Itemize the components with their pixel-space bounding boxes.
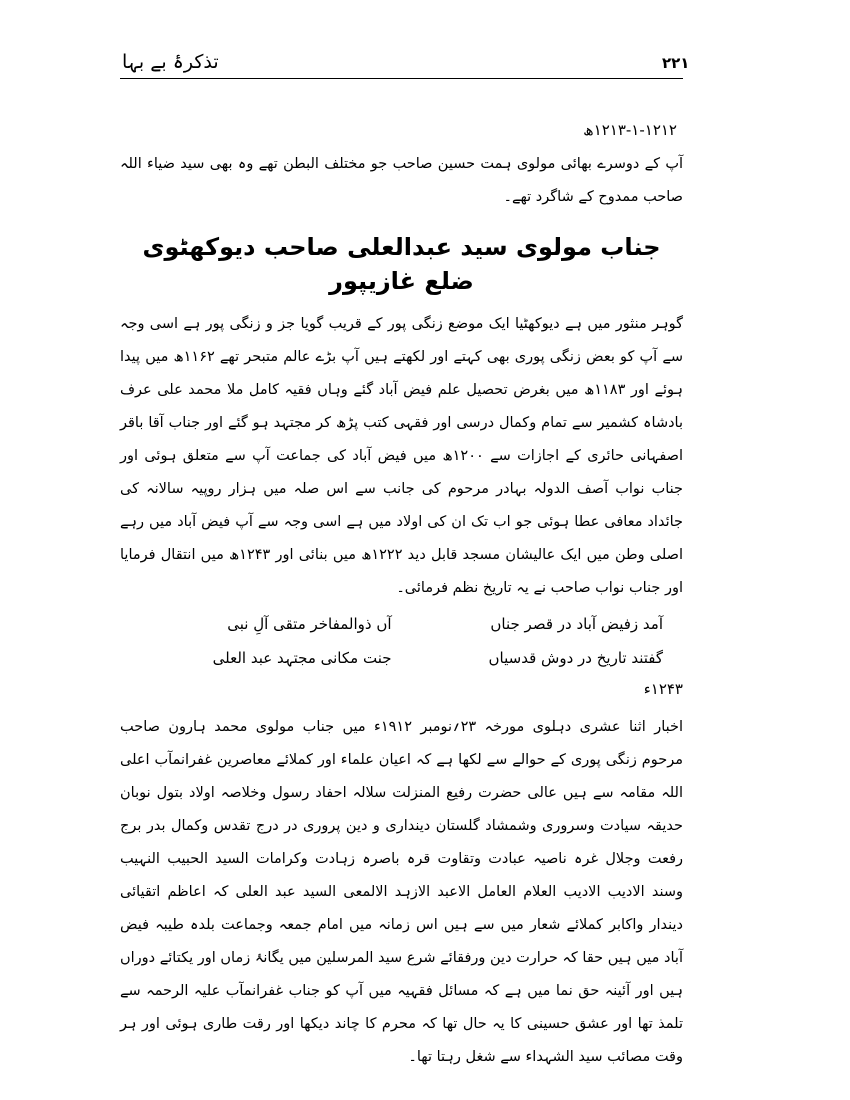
page-number: ۲۲۱ (662, 54, 690, 72)
paragraph-1: آپ کے دوسرے بھائی مولوی ہمت حسین صاحب جو مختلف البطن تھے وہ بھی سید ضیاء اللہ صاحب ممدوح کے شاگرد تھے۔ (120, 156, 683, 205)
paragraph-3: اخبار اثنا عشری دہلوی مورخہ ۲۳؍نومبر ۱۹۱۲ء میں جناب مولوی محمد ہارون صاحب مرحوم زنگی پوری کے حوالے سے لکھا ہے کہ اعیان علماء اور کملائے معاصرین غفرانمآب اعلی اللہ مقامہ سے ہیں عالی حضرت رفیع المنزلت سلالہ احفاد رسول وخلاصہ اولاد بتول نوبان حدیقہ سیادت وسروری وشمشاد گلستان دینداری و دین پروری در درج تقدس وکمال بدر برج رفعت وجلال غرہ ناصیہ عبادت وتقاوت قرہ باصرہ زہادت وکرامات السید الحبیب النہیب وسند الادیب الادیب العلام العامل الاعبد الازہد الالمعی السید عبد العلی کہ اعاظم اتقیائی دیندار واکابر کملائے شعار میں سے ہیں اس زمانہ میں امام جمعہ وجماعت بلدہ طیبہ فیض آباد میں ہیں حقا کہ حرارت دین ورفقائے شرع سید المرسلین میں یگانۂ زماں اور یکتائے دوراں ہیں اور آئینہ حق نما میں ہے کہ مسائل فقہیہ میں آپ کو جناب غفرانمآب علیہ الرحمہ سے تلمذ تھا اور عشق حسینی کا یہ حال تھا کہ محرم کا چاند دیکھا اور رقت طاری ہوئی اور ہر وقت مصائب سید الشہداء سے شغل رہتا تھا۔ (120, 719, 683, 1065)
verse-line-1-b: آں ذوالمفاخر متقی آلِ نبی (227, 615, 392, 633)
section-heading: جناب مولوی سید عبدالعلی صاحب دیوکھٹوی ضلع غازیپور (142, 233, 661, 295)
verse-line-1-a: آمد زفیض آباد در قصر جناں (490, 615, 663, 633)
verse-year: ۱۲۴۳ء (643, 680, 683, 698)
verse-line-2-a: گفتند تاریخ در دوش قدسیاں (488, 649, 663, 667)
verse-line-2-b: جنت مکانی مجتہد عبد العلی (212, 649, 392, 667)
book-title: تذکرۂ بے بہا (122, 51, 219, 73)
verse-block (120, 607, 663, 675)
page-body (120, 118, 683, 1074)
paragraph-2: گوہر منثور میں ہے دیوکھٹیا ایک موضع زنگی پور کے قریب گویا جز و زنگی پور ہے اسی وجہ سے آپ کو بعض زنگی پوری بھی کہتے اور لکھتے ہیں آپ بڑے عالم متبحر تھے ۱۱۶۲ھ میں پیدا ہوئے اور ۱۱۸۳ھ میں بغرض تحصیل علم فیض آباد گئے وہاں فقیہ کامل ملا محمد علی عرف بادشاہ کشمیر سے تمام وکمال درسی اور فقہی کتب پڑھ کر مجتہد ہو گئے اور جناب آقا باقر اصفہانی حائری کے اجازات سے ۱۲۰۰ھ میں فیض آباد کی جماعت آپ سے متعلق ہوئی اور جناب نواب آصف الدولہ بہادر مرحوم کی جانب سے اس صلہ میں ہزار روپیہ سالانہ کی جائداد معافی عطا ہوئی جو اب تک ان کی اولاد میں ہے اسی وجہ سے آپ فیض آباد میں رہے اصلی وطن میں ایک عالیشان مسجد قابل دید ۱۲۲۲ھ میں بنائی اور ۱۲۴۳ھ میں انتقال فرمایا اور جناب نواب صاحب نے یہ تاریخ نظم فرمائی۔ (120, 316, 683, 596)
header-rule (120, 78, 683, 79)
year-line: ۱۲۱۳-۱-۱۲۱۲ھ (583, 121, 677, 139)
